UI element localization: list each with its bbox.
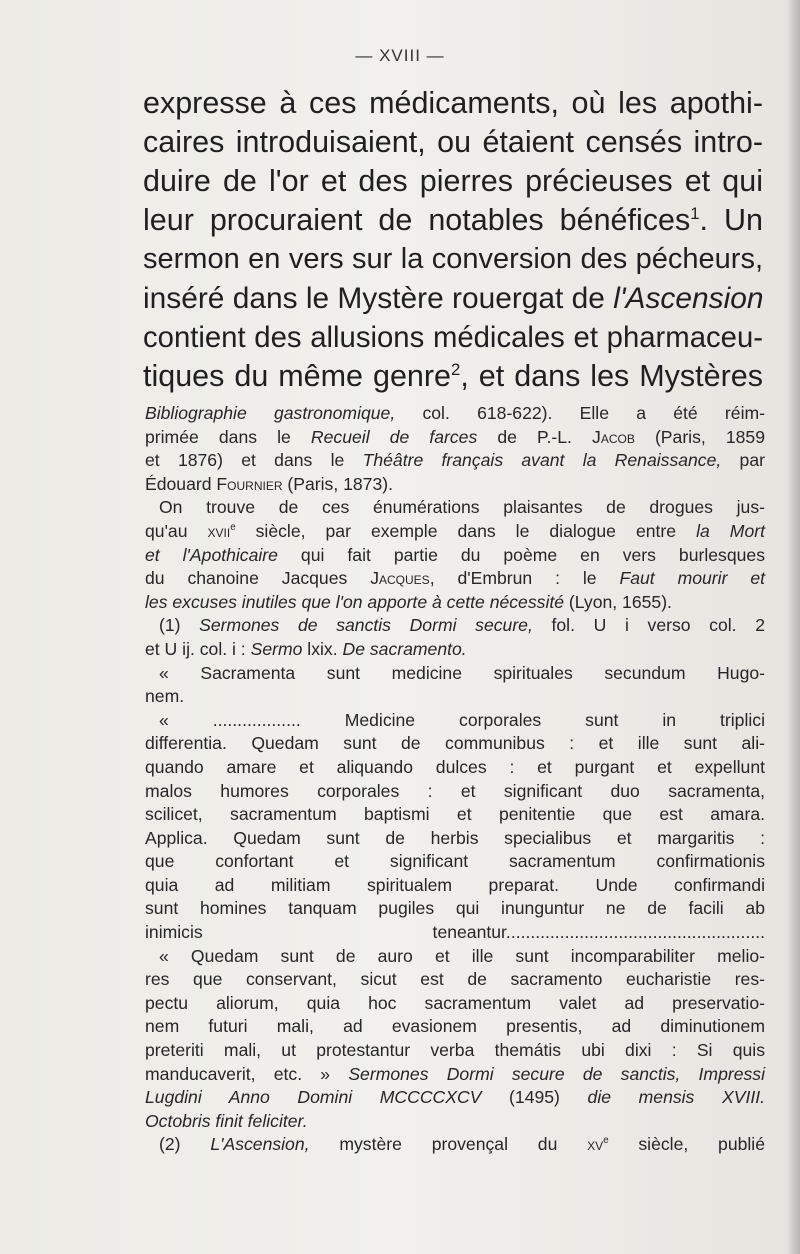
- smallcaps-text: Jacques: [370, 568, 430, 589]
- italic-text: Sermo: [250, 638, 303, 659]
- note-line: « Sacramenta sunt medicine spirituales secundum Hugo-: [159, 662, 765, 683]
- italic-text: Sermones de sanctis Dormi secure,: [199, 615, 533, 636]
- note-text: du chanoine Jacques: [145, 568, 371, 589]
- note-text: siècle, publié: [608, 1134, 766, 1155]
- note-line: differentia. Quedam sunt de communibus : et ille sunt ali-: [145, 733, 765, 754]
- note-line: [145, 591, 765, 615]
- footnote-2: [145, 1133, 765, 1157]
- note-line: [145, 638, 765, 662]
- footnotes: [145, 402, 765, 1157]
- note-number: (1): [159, 615, 200, 636]
- note-line: Octobris finit feliciter.: [145, 1110, 308, 1131]
- note-line: pectu aliorum, quia hoc sacramentum valet ad preservatio-: [145, 992, 765, 1013]
- body-text: , et dans les Mystères: [460, 359, 763, 393]
- note-text: (Paris, 1873).: [282, 473, 393, 494]
- note-line: [145, 426, 765, 450]
- note-text: de P.-L.: [477, 426, 593, 447]
- body-line: [143, 279, 763, 318]
- smallcaps-text: Fournier: [216, 473, 283, 494]
- note-line: nem futuri mali, ad evasionem presentis, ad diminutionem: [145, 1016, 765, 1037]
- footnote-quote-cont: [145, 685, 765, 709]
- note-line: res que conservant, sicut est de sacramento eucharistie res-: [145, 969, 765, 990]
- body-text: tiques du même genre: [143, 359, 451, 393]
- note-line: [159, 614, 765, 638]
- note-text: Édouard: [145, 473, 217, 494]
- italic-text: et l'Apothicaire: [145, 544, 278, 565]
- footnote-quote: [145, 945, 765, 969]
- italic-text: les excuses inutiles que l'on apporte à cette nécessité: [145, 591, 565, 612]
- italic-text: Théâtre français avant la Renaissance,: [362, 450, 722, 471]
- italic-text: Bibliographie gastronomique,: [145, 403, 396, 423]
- note-line: scilicet, sacramentum baptismi et penitentie que est amara.: [145, 804, 765, 825]
- footnote-1-cont: [145, 638, 765, 662]
- footnote-ref-1: 1: [690, 203, 700, 223]
- note-text: qui fait partie du poème en vers burlesques: [277, 544, 765, 565]
- note-line: [145, 449, 765, 473]
- footnote-ref-2: 2: [451, 359, 461, 379]
- italic-text: Recueil de farces: [310, 426, 478, 447]
- note-line: Applica. Quedam sunt de herbis specialibus et margaritis :: [145, 827, 765, 848]
- note-text: , d'Embrun : le: [429, 568, 620, 589]
- note-text: (1495): [481, 1087, 588, 1108]
- note-text: par: [721, 450, 765, 471]
- note-line: [145, 1086, 765, 1110]
- smallcaps-text: xv: [587, 1134, 604, 1155]
- note-line: inimicis teneantur.....................................................: [145, 922, 765, 943]
- body-line: [143, 201, 763, 240]
- note-line: preteriti mali, ut protestantur verba themátis ubi dixi : Si quis: [145, 1040, 765, 1061]
- page-folio: — XVIII —: [355, 46, 445, 65]
- note-line: malos humores corporales : et significant duo sacramenta,: [145, 780, 765, 801]
- note-line: quando amare et aliquando dulces : et purgant et expellunt: [145, 756, 765, 777]
- body-line: [143, 357, 763, 396]
- note-text: et 1876) et dans le: [145, 450, 363, 471]
- note-text: primée dans le: [145, 426, 311, 447]
- body-text: leur procuraient de notables bénéfices: [143, 203, 691, 237]
- note-line: nem.: [145, 686, 185, 707]
- italic-text: De sacramento.: [342, 638, 467, 659]
- footnote-1: [145, 614, 765, 638]
- note-line: [159, 1133, 765, 1157]
- body-text: inséré dans le Mystère rouergat de: [143, 282, 614, 315]
- main-text: [143, 84, 763, 396]
- italic-text: Faut mourir et: [619, 568, 765, 589]
- note-line: sunt homines tanquam pugiles qui inunguntur ne de facili ab: [145, 898, 765, 919]
- note-number: (2): [159, 1134, 211, 1155]
- footnote-paragraph: [145, 496, 765, 520]
- footnote-continuation: [145, 402, 765, 496]
- note-text: fol. U i verso col. 2: [532, 615, 765, 636]
- footnote-quote-cont: [145, 968, 765, 1133]
- note-line: [145, 402, 765, 426]
- note-line: « .................. Medicine corporales sunt in triplici: [159, 709, 765, 730]
- note-line: On trouve de ces énumérations plaisantes de drogues jus-: [159, 497, 765, 518]
- note-line: [145, 567, 765, 591]
- note-line: [145, 520, 765, 544]
- note-line: « Quedam sunt de auro et ille sunt incomparabiliter melio-: [159, 945, 765, 966]
- italic-text: Sermones Dormi secure de sanctis, Impressi: [348, 1063, 765, 1084]
- note-text: (Paris, 1859: [634, 426, 766, 447]
- footnote-paragraph-cont: [145, 520, 765, 614]
- body-line: expresse à ces médicaments, où les apothi-: [143, 86, 763, 120]
- smallcaps-text: xvii: [207, 520, 231, 541]
- italic-title: l'Ascension: [613, 282, 764, 315]
- note-line: [145, 1063, 765, 1087]
- footnote-quote: [145, 662, 765, 686]
- italic-text: die mensis XVIII.: [587, 1087, 765, 1108]
- superscript: e: [603, 1135, 609, 1147]
- footnote-quote: [145, 709, 765, 733]
- body-line: caires introduisaient, ou étaient censés intro-: [143, 125, 763, 159]
- body-line: duire de l'or et des pierres précieuses et qui: [143, 164, 763, 198]
- italic-text: Lugdini Anno Domini MCCCCXCV: [145, 1087, 482, 1108]
- footnote-quote-cont: [145, 732, 765, 944]
- superscript: e: [230, 522, 236, 534]
- note-line: [145, 473, 765, 497]
- body-line: contient des allusions médicales et pharmaceu-: [143, 321, 763, 354]
- note-text: siècle, par exemple dans le dialogue entre: [235, 520, 697, 541]
- italic-text: la Mort: [696, 520, 765, 541]
- note-line: [145, 544, 765, 568]
- note-text: lxix.: [302, 638, 343, 659]
- note-text: mystère provençal du: [309, 1134, 588, 1155]
- body-text: . Un: [699, 203, 763, 237]
- note-text: (Lyon, 1655).: [564, 591, 672, 612]
- italic-text: L'Ascension,: [210, 1134, 310, 1155]
- note-text: manducaverit, etc. »: [145, 1063, 349, 1084]
- note-text: et U ij. col. i :: [145, 638, 251, 659]
- note-text: qu'au: [145, 520, 208, 541]
- note-line: quia ad militiam spiritualem preparat. Unde confirmandi: [145, 874, 765, 895]
- note-line: que confortant et significant sacramentum confirmationis: [145, 851, 765, 872]
- note-text: col. 618-622). Elle a été réim-: [395, 403, 765, 423]
- body-line: sermon en vers sur la conversion des pécheurs,: [143, 243, 763, 275]
- smallcaps-text: Jacob: [592, 426, 635, 447]
- page-edge-shadow: [786, 0, 800, 1254]
